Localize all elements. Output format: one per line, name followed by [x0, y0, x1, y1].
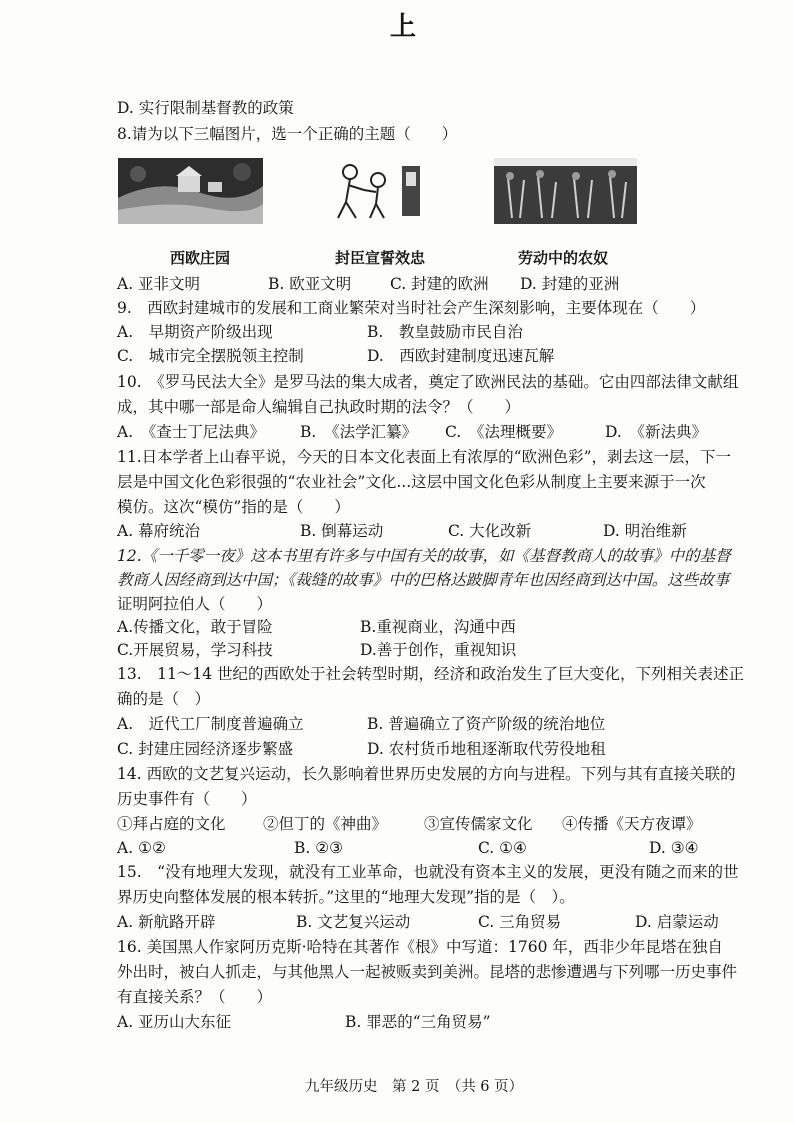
text-line: C.开展贸易，学习科技 [117, 641, 273, 659]
text-line: D. 《新法典》 [605, 423, 708, 441]
text-line: B. 文艺复兴运动 [296, 913, 411, 931]
text-line: 9. 西欧封建城市的发展和工商业繁荣对当时社会产生深刻影响，主要体现在（ ） [117, 299, 706, 317]
text-line: D. 实行限制基督教的政策 [117, 99, 294, 117]
picture-caption: 西欧庄园 [170, 249, 231, 267]
text-line: 模仿。这次“模仿”指的是（ ） [117, 498, 350, 516]
text-line: B. 普遍确立了资产阶级的统治地位 [367, 715, 606, 733]
text-line: D. ③④ [649, 839, 699, 857]
text-line: C. 三角贸易 [478, 913, 562, 931]
text-line: 10. 《罗马民法大全》是罗马法的集大成者，奠定了欧洲民法的基础。它由四部法律文献组 [117, 373, 739, 391]
text-line: A. 早期资产阶级出现 [117, 323, 273, 341]
text-line: D.善于创作，重视知识 [360, 641, 517, 659]
text-line: ④传播《天方夜谭》 [562, 815, 702, 833]
text-line: ①拜占庭的文化 [117, 815, 226, 833]
text-line: 层是中国文化色彩很强的“农业社会”文化...这层中国文化色彩从制度上主要来源于一次 [117, 473, 706, 491]
text-line: A. 近代工厂制度普遍确立 [117, 715, 304, 733]
text-line: C. 城市完全摆脱领主控制 [117, 347, 304, 365]
text-line: 确的是（ ） [117, 690, 211, 708]
text-line: D. 明治维新 [603, 522, 687, 540]
text-line: C. 《法理概要》 [445, 423, 562, 441]
text-line: A. 亚非文明 [117, 275, 201, 293]
serfs-illustration [494, 158, 637, 224]
text-line: 11.日本学者上山春平说，今天的日本文化表面上有浓厚的“欧洲色彩”，剥去这一层，下一 [117, 448, 732, 466]
text-line: C. 封建庄园经济逐步繁盛 [117, 740, 294, 758]
text-line: 界历史向整体发展的根本转折。”这里的“地理大发现”指的是（ ）。 [117, 888, 575, 906]
text-line: 14. 西欧的文艺复兴运动，长久影响着世界历史发展的方向与进程。下列与其有直接关联的 [117, 765, 736, 783]
text-line: 15. “没有地理大发现，就没有工业革命，也就没有资本主义的发展，更没有随之而来的世 [117, 863, 739, 881]
picture-caption: 劳动中的农奴 [518, 249, 609, 267]
text-line: B. 《法学汇纂》 [300, 423, 418, 441]
picture-caption: 封臣宣誓效忠 [335, 249, 426, 267]
text-line: 外出时，被白人抓走，与其他黑人一起被贩卖到美洲。昆塔的悲惨遭遇与下列哪一历史事件 [117, 963, 738, 981]
text-line: B. ②③ [294, 839, 344, 857]
text-line: A.传播文化，敢于冒险 [117, 618, 273, 636]
text-line: B. 罪恶的“三角贸易” [345, 1013, 491, 1031]
text-line: 12.《一千零一夜》这本书里有许多与中国有关的故事，如《基督教商人的故事》中的基督 [117, 547, 731, 565]
text-line: A. 幕府统治 [117, 522, 201, 540]
text-line: C. 封建的欧洲 [390, 275, 489, 293]
text-line: ②但丁的《神曲》 [263, 815, 388, 833]
manor-illustration [118, 158, 263, 224]
text-line: C. 大化改新 [448, 522, 532, 540]
text-line: A. ①② [117, 839, 166, 857]
text-line: D. 启蒙运动 [635, 913, 719, 931]
vassal-oath-illustration [328, 160, 428, 222]
text-line: A. 亚历山大东征 [117, 1013, 232, 1031]
text-line: B. 欧亚文明 [268, 275, 352, 293]
text-line: 16. 美国黑人作家阿历克斯·哈特在其著作《根》中写道：1760 年，西非少年昆塔在独自 [117, 938, 723, 956]
text-line: 证明阿拉伯人（ ） [117, 595, 273, 613]
text-line: ③宣传儒家文化 [424, 815, 533, 833]
text-line: B. 教皇鼓励市民自治 [367, 323, 523, 341]
page-top-mark: 上 [390, 12, 417, 42]
text-line: 13. 11～14 世纪的西欧处于社会转型时期，经济和政治发生了巨大变化，下列相关表述正 [117, 665, 745, 683]
text-line: 历史事件有（ ） [117, 790, 257, 808]
text-line: 成，其中哪一部是命人编辑自己执政时期的法令？（ ） [117, 398, 521, 416]
page-footer: 九年级历史 第 2 页 （共 6 页） [305, 1079, 524, 1095]
serfs-picture [494, 158, 637, 224]
text-line: A. 《查士丁尼法典》 [117, 423, 265, 441]
text-line: D. 农村货币地租逐渐取代劳役地租 [367, 740, 606, 758]
text-line: A. 新航路开辟 [117, 913, 216, 931]
vassal-oath-picture [328, 160, 428, 222]
text-line: 8.请为以下三幅图片，选一个正确的主题（ ） [117, 125, 458, 143]
text-line: B.重视商业，沟通中西 [360, 618, 516, 636]
manor-picture [118, 158, 263, 224]
text-line: 教商人因经商到达中国；《裁缝的故事》中的巴格达跛脚青年也因经商到达中国。这些故事 [117, 571, 730, 589]
text-line: D. 封建的亚洲 [520, 275, 620, 293]
text-line: C. ①④ [478, 839, 527, 857]
text-line: B. 倒幕运动 [300, 522, 384, 540]
text-line: 有直接关系？（ ） [117, 988, 273, 1006]
text-line: D. 西欧封建制度迅速瓦解 [367, 347, 555, 365]
